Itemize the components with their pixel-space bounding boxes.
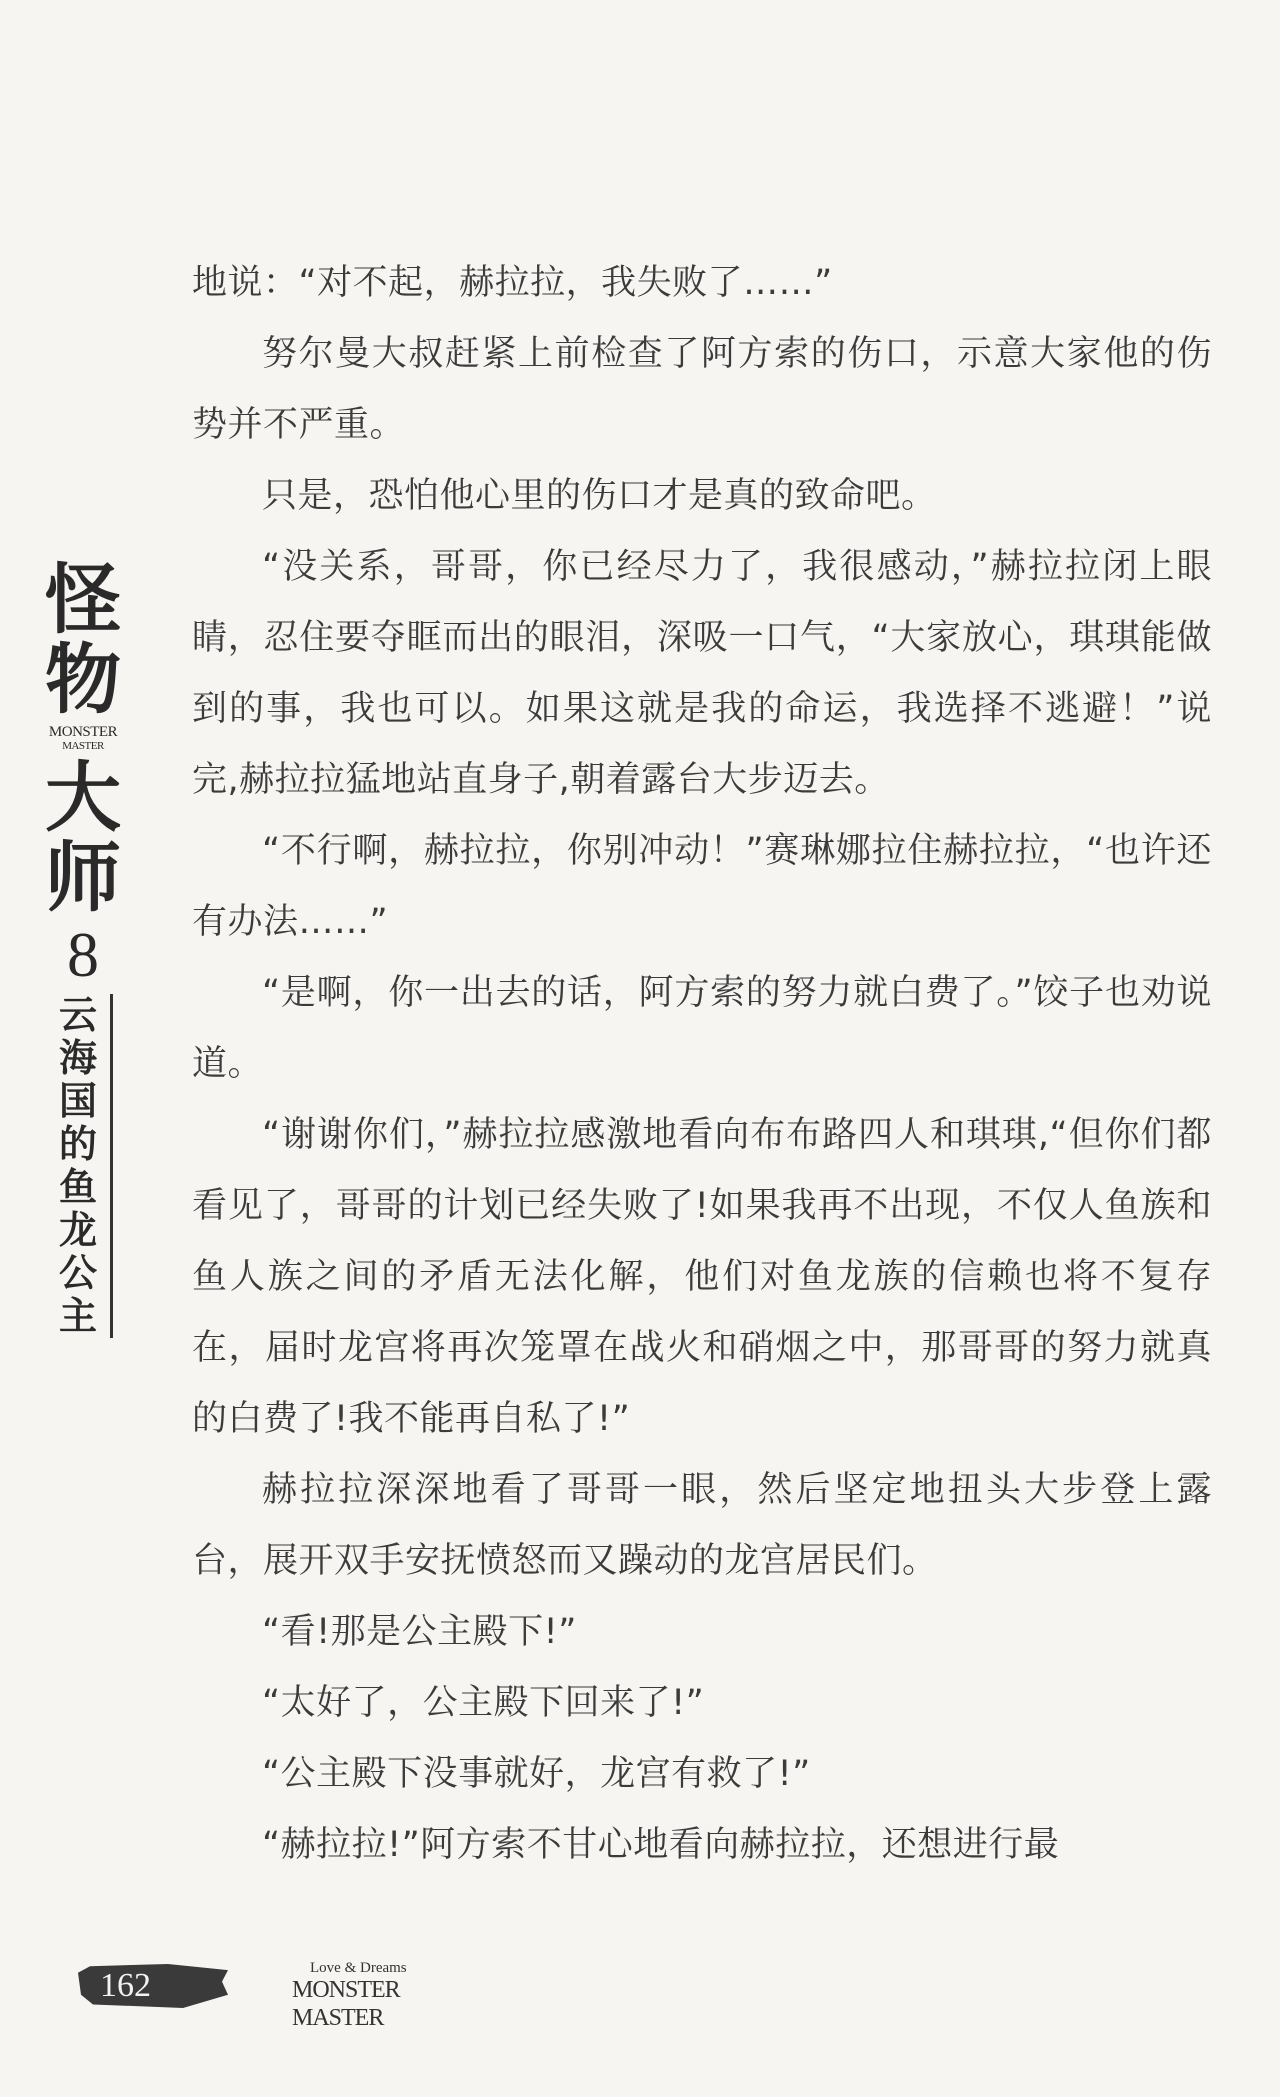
subtitle-char: 的 bbox=[58, 1122, 97, 1166]
book-title-char: 物 bbox=[45, 635, 121, 724]
book-title-char: 师 bbox=[45, 833, 121, 922]
paragraph: 地说：“对不起，赫拉拉，我失败了……” bbox=[192, 263, 833, 303]
volume-number: 8 bbox=[67, 919, 99, 990]
book-title-char: 大 bbox=[45, 753, 121, 842]
paragraph: 只是，恐怕他心里的伤口才是真的致命吧。 bbox=[262, 476, 937, 516]
paragraph: “不行啊，赫拉拉，你别冲动！”赛琳娜拉住赫拉拉，“也许还有办法……” bbox=[192, 831, 1212, 942]
page-footer bbox=[78, 1958, 438, 2031]
spine-brand-line1: MONSTER bbox=[48, 724, 118, 740]
subtitle-char: 主 bbox=[58, 1294, 97, 1338]
paragraph: 努尔曼大叔赶紧上前检查了阿方索的伤口，示意大家他的伤势并不严重。 bbox=[192, 334, 1212, 445]
footer-tagline: Love & Dreams bbox=[310, 1960, 407, 1976]
subtitle-char: 海 bbox=[58, 1036, 97, 1080]
book-subtitle bbox=[52, 994, 113, 1338]
footer-brand: MONSTER MASTER bbox=[292, 1977, 400, 2031]
paragraph: “谢谢你们，”赫拉拉感激地看向布布路四人和琪琪,“但你们都看见了，哥哥的计划已经失败了!如果我再不出现，不仅人鱼族和鱼人族之间的矛盾无法化解，他们对鱼龙族的信赖也将不复存在，届时龙宫将再次笼罩在战火和硝烟之中，那哥哥的努力就真的白费了!我不能再自私了!” bbox=[192, 1115, 1212, 1439]
subtitle-char: 云 bbox=[58, 993, 97, 1037]
subtitle-char: 鱼 bbox=[58, 1165, 97, 1209]
page-number: 162 bbox=[100, 1967, 151, 2004]
paragraph: “看!那是公主殿下!” bbox=[262, 1612, 577, 1652]
book-spine-title bbox=[28, 555, 138, 1338]
subtitle-char: 龙 bbox=[58, 1208, 97, 1252]
paragraph: 赫拉拉深深地看了哥哥一眼，然后坚定地扭头大步登上露台，展开双手安抚愤怒而又躁动的龙宫居民们。 bbox=[192, 1470, 1212, 1581]
subtitle-char: 国 bbox=[58, 1079, 97, 1123]
book-title-char: 怪 bbox=[45, 555, 121, 644]
spine-brand-logo bbox=[28, 724, 138, 752]
paragraph: “是啊，你一出去的话，阿方索的努力就白费了。”饺子也劝说道。 bbox=[192, 973, 1212, 1084]
paragraph: “没关系，哥哥，你已经尽力了，我很感动，”赫拉拉闭上眼睛，忍住要夺眶而出的眼泪，深吸一口气，“大家放心，琪琪能做到的事，我也可以。如果这就是我的命运，我选择不逃避！”说完,赫拉拉猛地站直身子,朝着露台大步迈去。 bbox=[192, 547, 1212, 800]
paragraph: “赫拉拉!”阿方索不甘心地看向赫拉拉，还想进行最 bbox=[262, 1825, 1060, 1865]
paragraph: “太好了，公主殿下回来了!” bbox=[262, 1683, 705, 1723]
paragraph: “公主殿下没事就好，龙宫有救了!” bbox=[262, 1754, 811, 1794]
page-body-text bbox=[192, 248, 1212, 1881]
subtitle-char: 公 bbox=[58, 1251, 97, 1295]
spine-brand-line2: MASTER bbox=[62, 740, 104, 752]
